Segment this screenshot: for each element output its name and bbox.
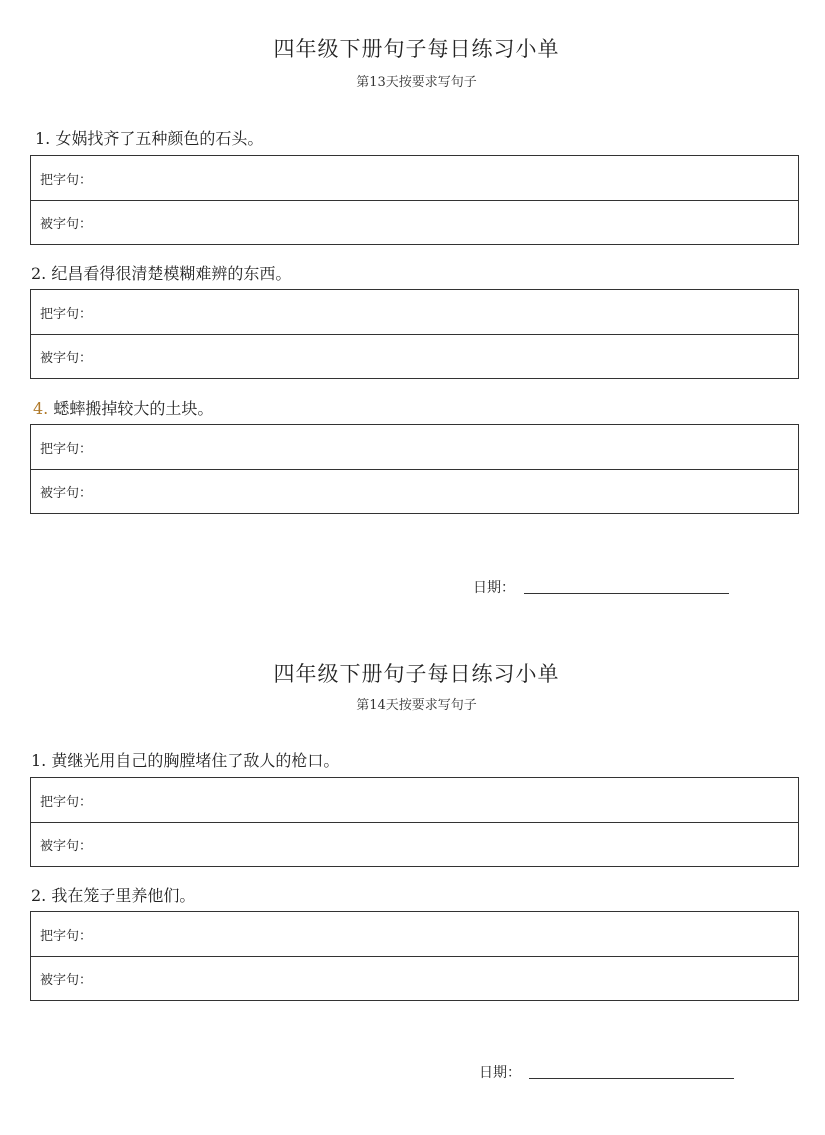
- sheet1-date-field[interactable]: [524, 593, 729, 594]
- sheet1-question-1: [35, 126, 263, 149]
- sheet2-question-2: [31, 883, 195, 906]
- question-text: 纪昌看得很清楚模糊难辨的东西。: [51, 264, 292, 283]
- sheet1-date-label: 日期：: [473, 580, 515, 596]
- sheet1-answer-box-3: [30, 424, 799, 514]
- sheet2-answer-box-1: [30, 777, 799, 867]
- prompt-label: 把字句：: [40, 928, 93, 944]
- answer-row-ba[interactable]: [31, 778, 798, 822]
- sheet2-date-field[interactable]: [529, 1078, 734, 1079]
- prompt-label: 被字句：: [40, 351, 93, 366]
- sheet1-answer-box-2: [30, 289, 799, 379]
- sheet2-answer-box-2: [30, 911, 799, 1001]
- question-number: 4.: [33, 399, 49, 418]
- prompt-label: 被字句：: [40, 973, 93, 988]
- answer-row-ba[interactable]: [31, 290, 798, 334]
- answer-row-bei[interactable]: [31, 956, 798, 1000]
- sheet1-question-2: [31, 261, 291, 284]
- question-number: 2.: [31, 886, 47, 905]
- prompt-label: 把字句：: [40, 794, 93, 810]
- question-number: 1.: [35, 129, 51, 148]
- prompt-label: 被字句：: [40, 217, 93, 232]
- answer-row-bei[interactable]: [31, 334, 798, 378]
- sheet2-question-1: [31, 748, 339, 771]
- answer-row-bei[interactable]: [31, 822, 798, 866]
- question-text: 我在笼子里养他们。: [51, 886, 196, 905]
- question-number: 2.: [31, 264, 47, 283]
- sheet1-answer-box-1: [30, 155, 799, 245]
- question-text: 女娲找齐了五种颜色的石头。: [55, 129, 264, 148]
- prompt-label: 把字句：: [40, 441, 93, 457]
- sheet1-title: 四年级下册句子每日练习小单: [273, 37, 560, 61]
- sheet2-subtitle: 第14天按要求写句子: [356, 698, 477, 713]
- sheet1-subtitle: 第13天按要求写句子: [356, 75, 477, 90]
- question-number: 1.: [31, 751, 47, 770]
- answer-row-bei[interactable]: [31, 200, 798, 244]
- sheet2-title: 四年级下册句子每日练习小单: [273, 662, 560, 686]
- sheet2-date-label: 日期：: [479, 1065, 521, 1081]
- prompt-label: 被字句：: [40, 839, 93, 854]
- answer-row-ba[interactable]: [31, 156, 798, 200]
- answer-row-ba[interactable]: [31, 912, 798, 956]
- answer-row-ba[interactable]: [31, 425, 798, 469]
- prompt-label: 把字句：: [40, 306, 93, 322]
- question-text: 蟋蟀搬掉较大的土块。: [53, 399, 214, 418]
- prompt-label: 把字句：: [40, 172, 93, 188]
- sheet1-question-4: [33, 396, 213, 419]
- prompt-label: 被字句：: [40, 486, 93, 501]
- question-text: 黄继光用自己的胸膛堵住了敌人的枪口。: [51, 751, 340, 770]
- answer-row-bei[interactable]: [31, 469, 798, 513]
